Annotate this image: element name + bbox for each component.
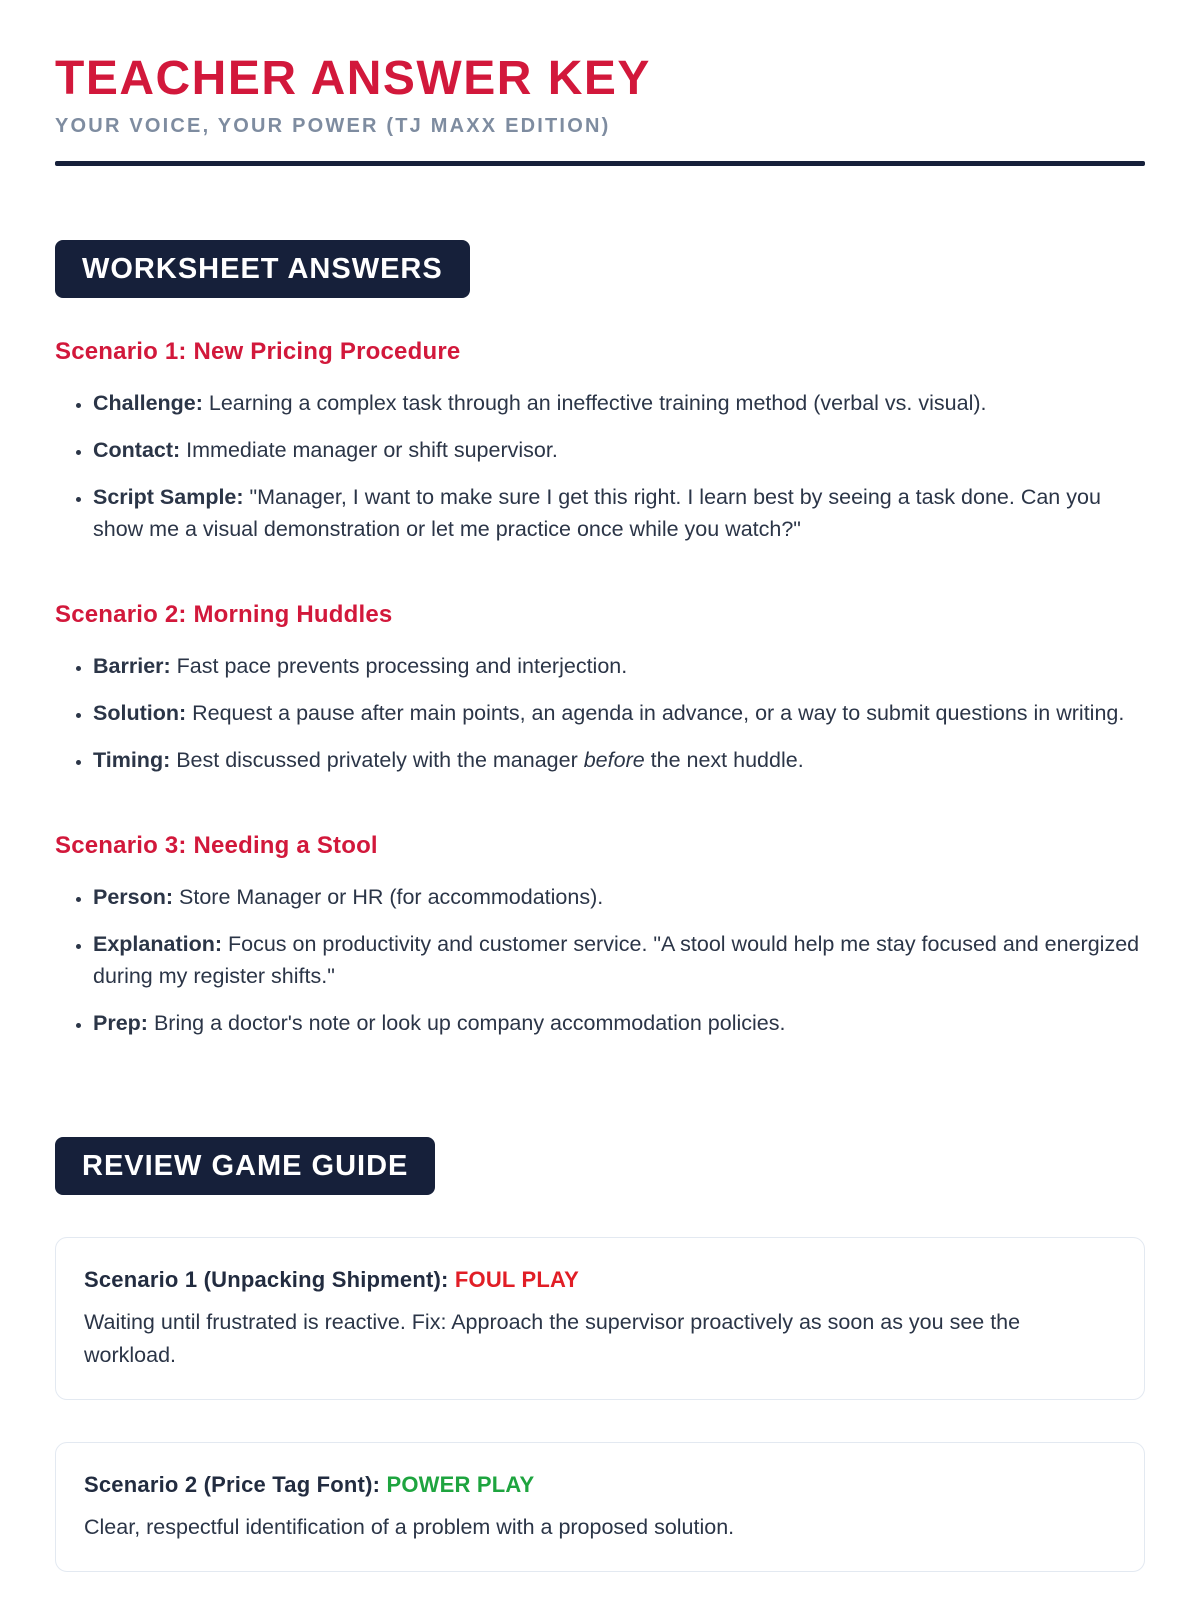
scenario-bullet: • Script Sample: "Manager, I want to make sure I get this right. I learn best by seeing a task done. Can you show me a visual demonstration or let me practice once while you watch?"	[93, 481, 1145, 545]
document-header	[55, 54, 1145, 166]
card-heading-label: Scenario 1 (Unpacking Shipment):	[84, 1266, 455, 1292]
header-divider	[55, 161, 1145, 166]
card-verdict: FOUL PLAY	[454, 1266, 579, 1292]
scenario-bullet: • Timing: Best discussed privately with the manager before the next huddle.	[93, 744, 1145, 776]
scenario-block	[55, 832, 1145, 1039]
scenario-bullet: • Contact: Immediate manager or shift supervisor.	[93, 434, 1145, 466]
bullet-italic-word: before	[583, 747, 645, 772]
review-game-section	[55, 1137, 1145, 1572]
review-badge-row	[55, 1137, 1145, 1195]
scenario-bullet: • Prep: Bring a doctor's note or look up company accommodation policies.	[93, 1007, 1145, 1039]
card-body-text: Waiting until frustrated is reactive. Fix: Approach the supervisor proactively as soon as you see the workload.	[84, 1309, 1021, 1367]
scenario-heading: Scenario 3: Needing a Stool	[55, 831, 378, 859]
scenario-bullet: • Explanation: Focus on productivity and customer service. "A stool would help me stay focused and energized during my register shifts."	[93, 928, 1145, 992]
scenario-heading: Scenario 1: New Pricing Procedure	[55, 337, 461, 365]
scenario-bullet: • Solution: Request a pause after main points, an agenda in advance, or a way to submit questions in writing.	[93, 697, 1145, 729]
card-heading-label: Scenario 2 (Price Tag Font):	[84, 1471, 387, 1497]
card-body-text: Clear, respectful identification of a problem with a proposed solution.	[84, 1514, 735, 1539]
card-heading	[84, 1472, 1116, 1498]
bullet-label: Contact:	[93, 437, 181, 462]
review-game-badge: REVIEW GAME GUIDE	[55, 1137, 435, 1195]
scenario-block	[55, 601, 1145, 776]
scenario-bullet: • Challenge: Learning a complex task through an ineffective training method (verbal vs. visual).	[93, 387, 1145, 419]
card-heading	[84, 1267, 1116, 1293]
page-subtitle: YOUR VOICE, YOUR POWER (TJ MAXX EDITION)	[55, 114, 611, 137]
review-card	[55, 1237, 1145, 1400]
bullet-label: Challenge:	[93, 390, 203, 415]
bullet-label: Barrier:	[93, 653, 171, 678]
scenario-heading: Scenario 2: Morning Huddles	[55, 600, 393, 628]
review-cards	[55, 1237, 1145, 1572]
review-card	[55, 1442, 1145, 1572]
scenarios	[55, 338, 1145, 1039]
bullet-label: Script Sample:	[93, 484, 244, 509]
scenario-block	[55, 338, 1145, 545]
bullet-label: Timing:	[93, 747, 171, 772]
scenario-bullet-list	[55, 881, 1145, 1039]
bullet-label: Explanation:	[93, 931, 223, 956]
worksheet-answers-section	[55, 240, 1145, 1039]
scenario-bullet: • Person: Store Manager or HR (for accommodations).	[93, 881, 1145, 913]
page-title: TEACHER ANSWER KEY	[55, 52, 651, 105]
worksheet-answers-badge: WORKSHEET ANSWERS	[55, 240, 470, 298]
worksheet-badge-row	[55, 240, 1145, 298]
scenario-bullet: • Barrier: Fast pace prevents processing and interjection.	[93, 650, 1145, 682]
card-verdict: POWER PLAY	[386, 1471, 535, 1497]
bullet-label: Solution:	[93, 700, 187, 725]
bullet-label: Prep:	[93, 1010, 148, 1035]
scenario-bullet-list	[55, 387, 1145, 545]
bullet-label: Person:	[93, 884, 174, 909]
scenario-bullet-list	[55, 650, 1145, 776]
